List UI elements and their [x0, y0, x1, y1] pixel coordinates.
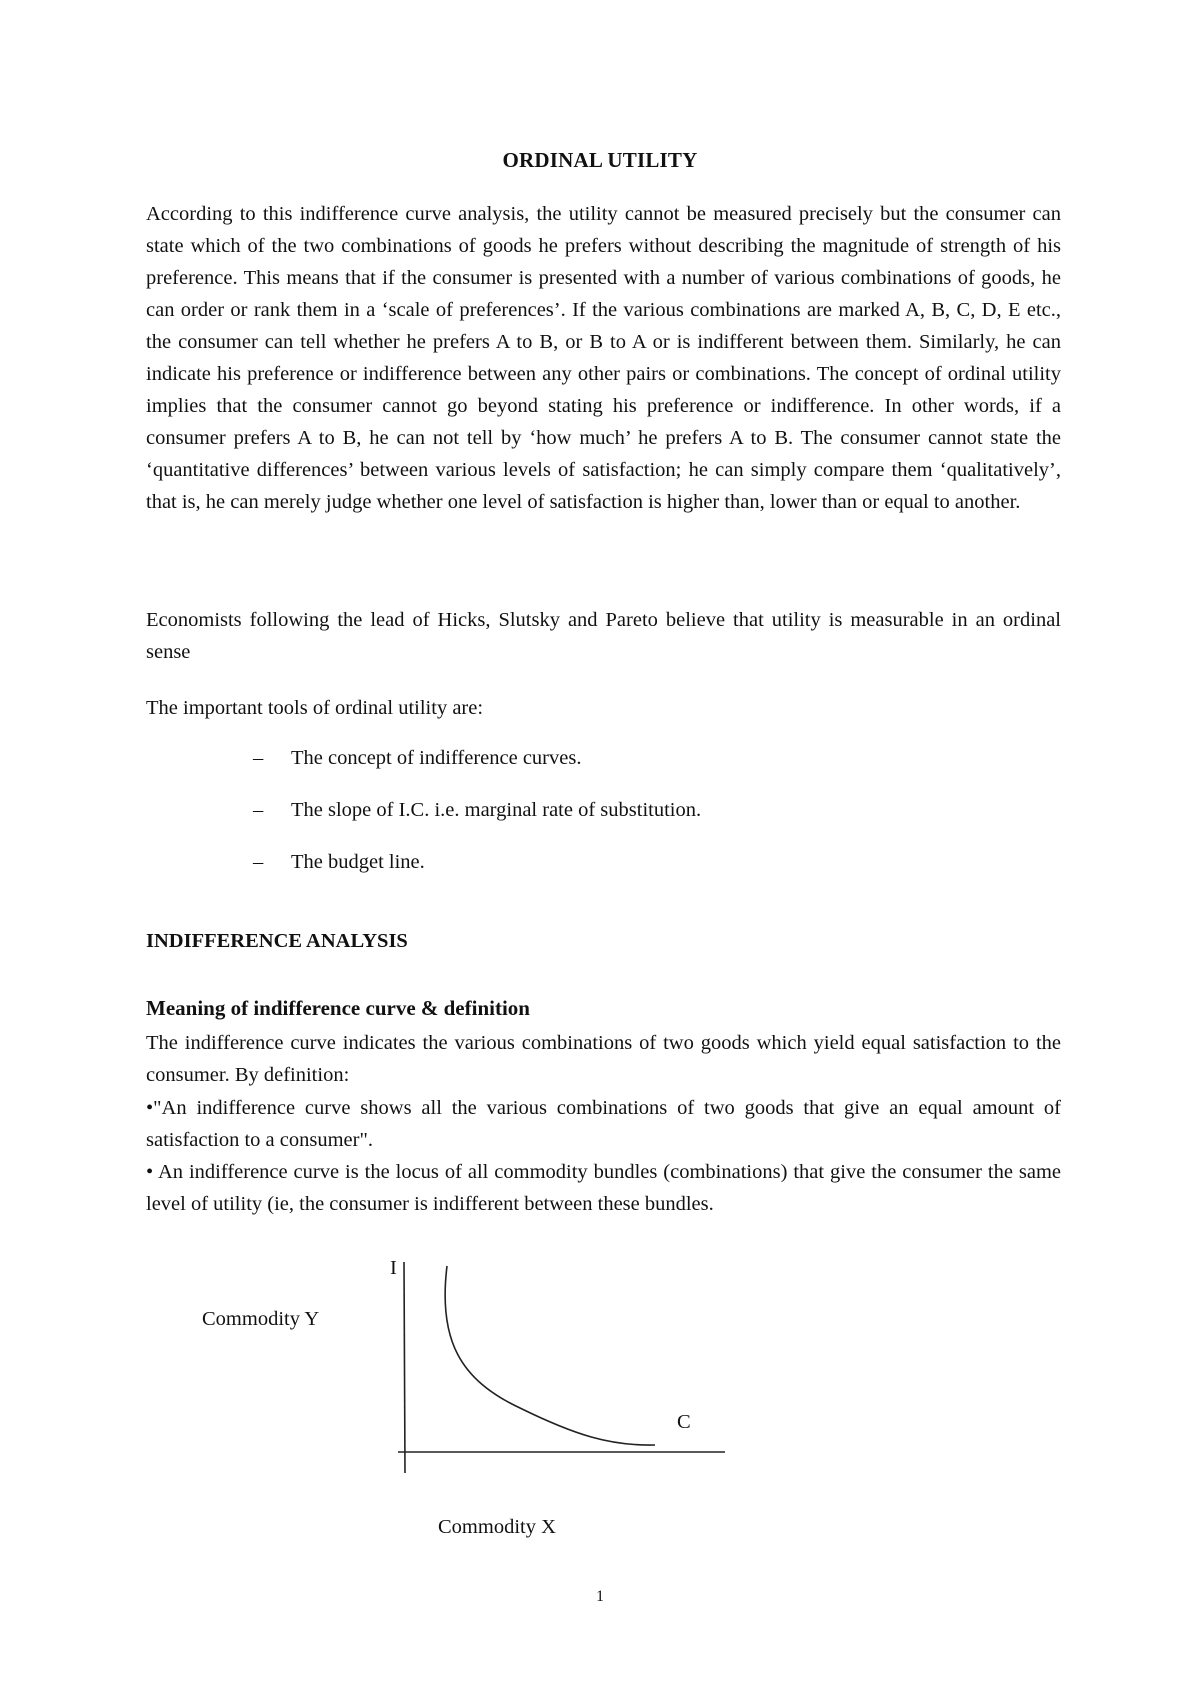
- tools-list: [253, 742, 701, 898]
- paragraph-ordinal-utility: According to this indifference curve analysis, the utility cannot be measured precisely but the consumer can state which of the two combinations of goods he prefers without describing the magnitude of strength of his preference. This means that if the consumer is presented with a number of various combinations of goods, he can order or rank them in a ‘scale of preferences’. If the various combinations are marked A, B, C, D, E etc., the consumer can tell whether he prefers A to B, or B to A or is indifferent between them. Similarly, he can indicate his preference or indifference between any other pairs or combinations. The concept of ordinal utility implies that the consumer cannot go beyond stating his preference or indifference. In other words, if a consumer prefers A to B, he can not tell by ‘how much’ he prefers A to B. The consumer cannot state the ‘quantitative differences’ between various levels of satisfaction; he can simply compare them ‘qualitatively’, that is, he can merely judge whether one level of satisfaction is higher than, lower than or equal to another.: [146, 203, 1061, 513]
- y-axis-label: Commodity Y: [202, 1308, 320, 1330]
- curve-end-label: C: [677, 1411, 691, 1433]
- sub-heading: Meaning of indifference curve & definition: [146, 996, 530, 1020]
- bullet-dash: –: [253, 851, 264, 873]
- definition-point-1: •"An indifference curve shows all the various combinations of two goods that give an equal amount of satisfaction to a consumer".: [146, 1096, 1061, 1151]
- paragraph-economists: Economists following the lead of Hicks, Slutsky and Pareto believe that utility is measurable in an ordinal sense: [146, 609, 1061, 663]
- x-axis-label: Commodity X: [438, 1516, 556, 1538]
- indifference-curve: [445, 1266, 655, 1445]
- page-title: ORDINAL UTILITY: [502, 148, 698, 172]
- section-heading: INDIFFERENCE ANALYSIS: [146, 930, 408, 952]
- list-item-text: The concept of indifference curves.: [291, 747, 582, 769]
- page-number: 1: [596, 1588, 604, 1605]
- list-item: [253, 846, 701, 898]
- list-item-text: The budget line.: [291, 851, 425, 873]
- curve-top-label: I: [390, 1257, 397, 1279]
- bullet-dash: –: [253, 747, 264, 769]
- bullet-dash: –: [253, 799, 264, 821]
- paragraph-tools-intro: The important tools of ordinal utility are:: [146, 697, 484, 719]
- indifference-curve-diagram: [380, 1250, 730, 1480]
- y-axis-line: [404, 1262, 405, 1473]
- definition-point-2: • An indifference curve is the locus of all commodity bundles (combinations) that give the consumer the same level of utility (ie, the consumer is indifferent between these bundles.: [146, 1161, 1061, 1216]
- definition-intro: The indifference curve indicates the various combinations of two goods which yield equal satisfaction to the consumer. By definition:: [146, 1032, 1061, 1087]
- list-item-text: The slope of I.C. i.e. marginal rate of substitution.: [291, 799, 702, 821]
- list-item: [253, 742, 701, 794]
- definition-block: [146, 1027, 1061, 1221]
- list-item: [253, 794, 701, 846]
